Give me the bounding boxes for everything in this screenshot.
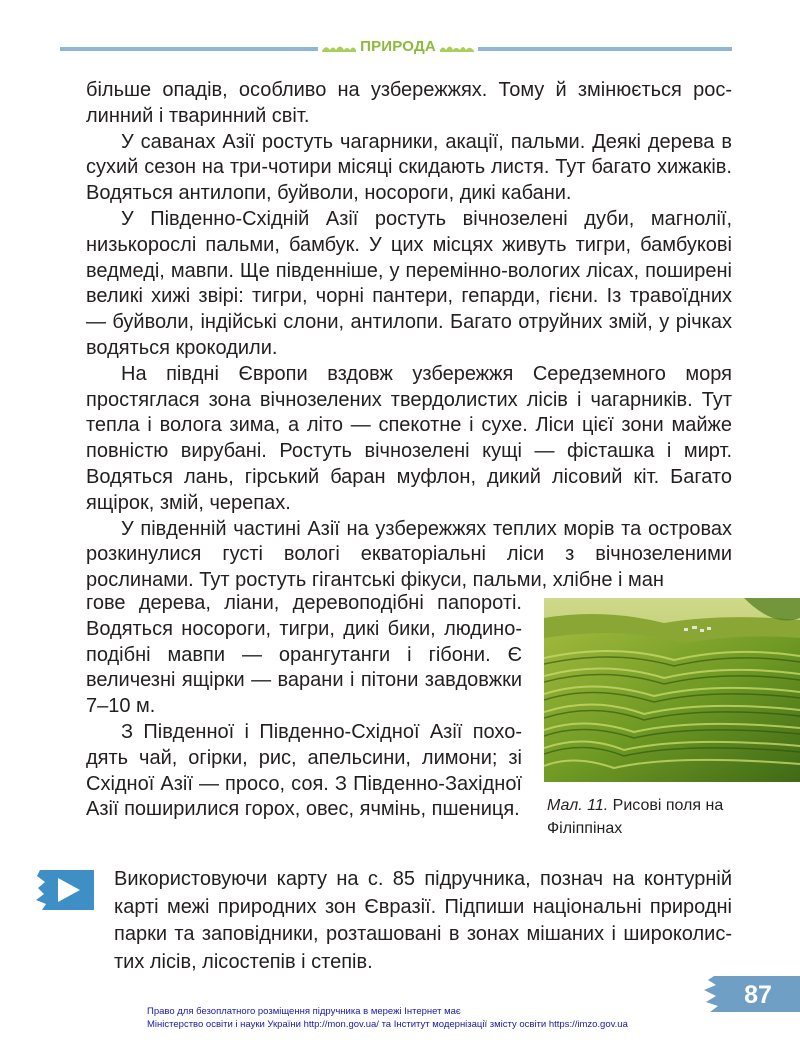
footer-line-2: Міністерство освіти і науки України http://mon.gov.ua/ та Інститут модернізації змісту освіти https://imzo.gov.ua	[147, 1019, 628, 1030]
task-play-icon	[36, 868, 94, 912]
main-text	[86, 78, 732, 594]
footer-line-1: Право для безоплатного розміщення підручника в мережі Інтернет має	[147, 1006, 461, 1017]
rice-terraces-photo	[544, 598, 800, 782]
figure-number: Мал. 11.	[547, 797, 609, 814]
page-number: 87	[744, 981, 772, 1009]
task-text: Використовуючи карту на с. 85 підручника, познач на контурній карті межі природних зон Євразії. Підпиши національні природні парки та заповідники, розташовані в зонах мішаних і широколистих лісів, лісостепів і степів.	[114, 868, 732, 973]
figure-caption-text: Рисові поля на Філіппінах	[547, 797, 724, 837]
section-header	[318, 38, 478, 58]
figure-caption	[547, 794, 767, 840]
paragraph-3: У Південно-Східній Азії ростуть вічнозелені дуби, магнолії, низькорослі пальми, бамбук. У цих місцях живуть тигри, бамбукові ведмеді, мавпи. Ще південніше, у перемінно-вологих лісах, поширені великі хижі звірі: тигри, чорні пантери, гепарди, гієни. Із травоїдних — буйволи, індійські слони, антилопи. Багато отруйних змій, у річках водяться крокодили.	[86, 207, 732, 359]
footer-notice	[147, 1005, 707, 1031]
leaves-left-icon	[322, 42, 356, 52]
paragraph-6: гове дерева, ліани, деревоподібні папороті. Водяться носороги, тигри, дикі бики, людиноподібні мавпи — орангутанги і гібони. Є величезні ящірки — варани і пітони завдовжки 7–10 м.	[86, 592, 522, 718]
paragraph-4: На півдні Європи вздовж узбережжя Середземного моря простяглася зона вічнозелених твердолистих лісів і чагарників. Тут тепла і волога зима, а літо — спекотне і сухе. Ліси цієї зони майже повністю вирубані. Ростуть вічнозелені кущі — фісташка і мирт. Водяться лань, гірський баран муфлон, дикий лісовий кіт. Багато ящірок, змій, черепах.	[86, 362, 732, 514]
paragraph-7: З Південної і Південно-Східної Азії походять чай, огірки, рис, апельсини, лимони; зі Східної Азії — просо, соя. З Південно-Західної Азії поширилися горох, овес, ячмінь, пшениця.	[86, 720, 522, 821]
leaves-right-icon	[440, 42, 474, 52]
paragraph-5: У південній частині Азії на узбережжях теплих морів та островах розкинулися густі вологі екваторіальні ліси з вічнозеленими рослинами. Тут ростуть гігантські фікуси, пальми, хлібне і ман	[86, 517, 732, 592]
column-text	[86, 591, 522, 823]
task-block	[114, 866, 732, 976]
paragraph-1: більше опадів, особливо на узбережжях. Тому й змінюється рослинний і тваринний світ.	[86, 79, 732, 127]
paragraph-2: У саванах Азії ростуть чагарники, акації, пальми. Деякі дерева в сухий сезон на три-чотири місяці скидають листя. Тут багато хижаків. Водяться антилопи, буйволи, носороги, дикі кабани.	[86, 130, 732, 205]
section-title: ПРИРОДА	[360, 38, 436, 56]
